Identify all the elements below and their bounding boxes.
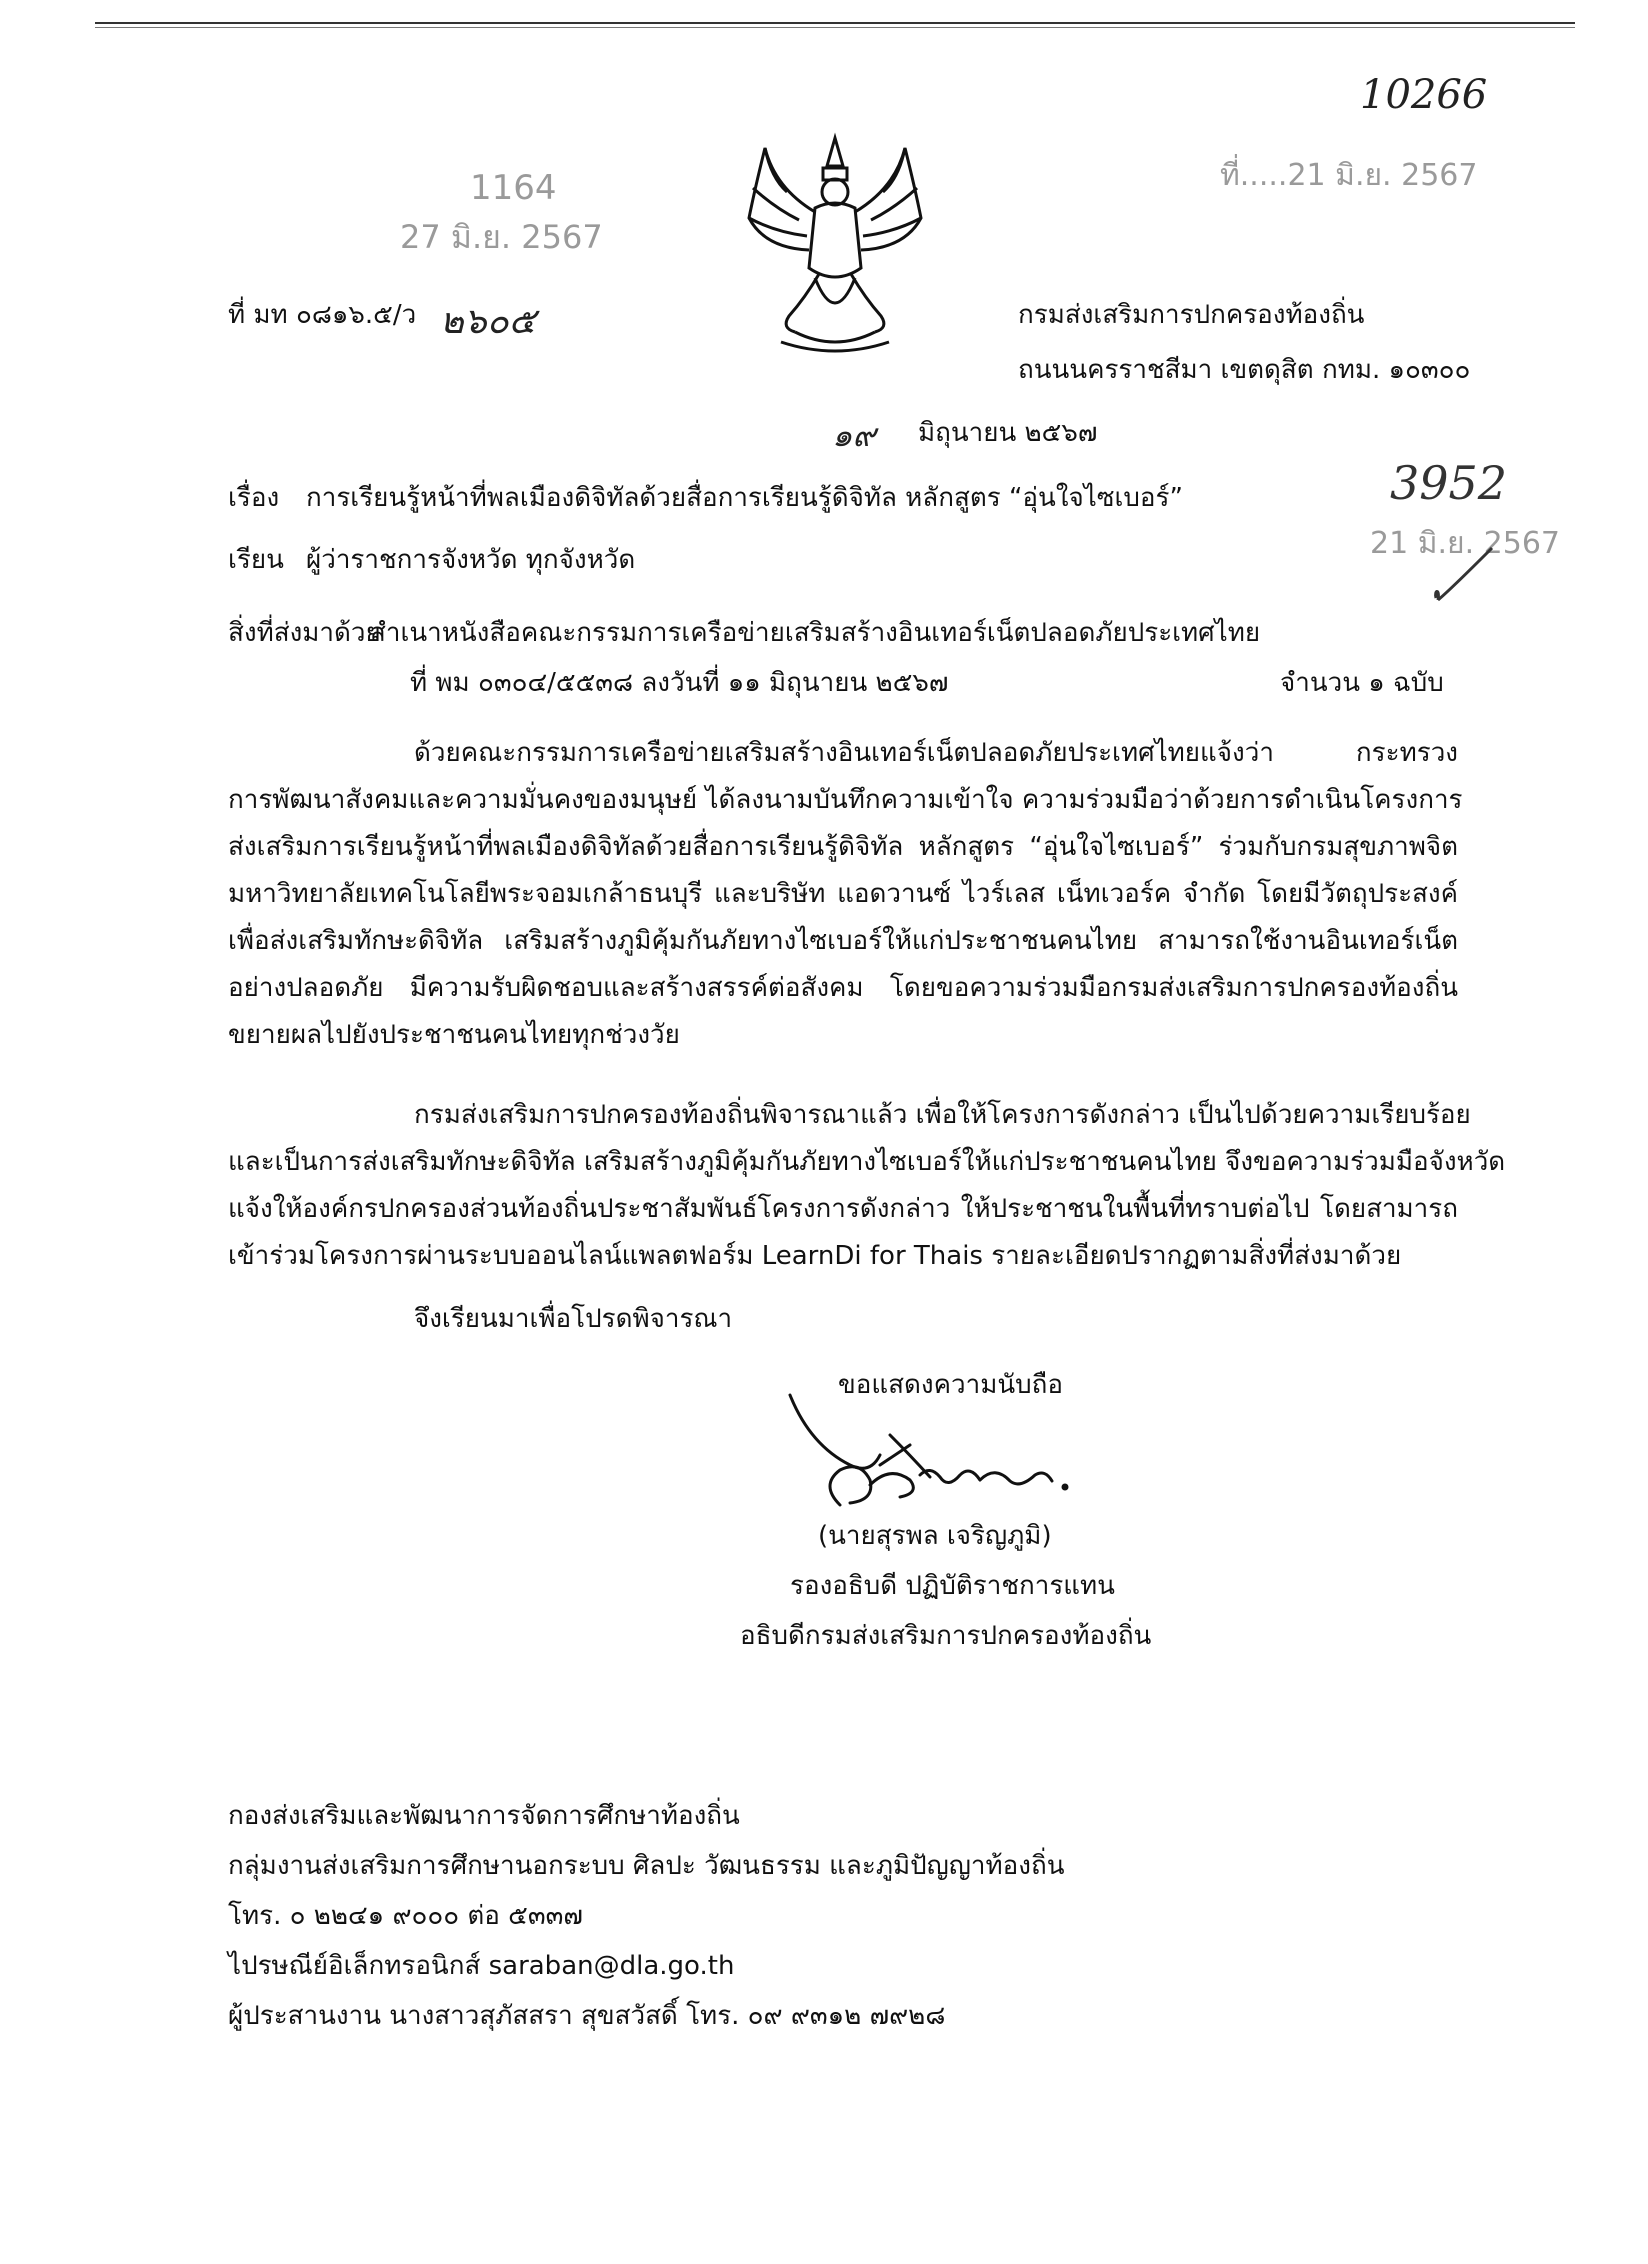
paragraph-line: และเป็นการส่งเสริมทักษะดิจิทัล เสริมสร้างภูมิคุ้มกันภัยทางไซเบอร์ให้แก่ประชาชนคนไทย จึงขอความร่วมมือจังหวัด [228, 1147, 1506, 1177]
body-paragraph-1 [228, 730, 1463, 1059]
closing-text: จึงเรียนมาเพื่อโปรดพิจารณา [414, 1304, 733, 1334]
top-border-line [95, 22, 1575, 24]
handwritten-signature-icon [780, 1385, 1100, 1515]
garuda-emblem-icon [735, 128, 935, 360]
doc-number-handwritten: ๒๖๐๕ [440, 301, 536, 342]
paragraph-line: ด้วยคณะกรรมการเครือข่ายเสริมสร้างอินเทอร์เน็ตปลอดภัยประเทศไทยแจ้งว่า กระทรวง [414, 738, 1458, 768]
paragraph-line: กรมส่งเสริมการปกครองท้องถิ่นพิจารณาแล้ว เพื่อให้โครงการดังกล่าว เป็นไปด้วยความเรียบร้อย [414, 1100, 1471, 1130]
stamp-right-top-number: 10266 [1360, 72, 1488, 118]
paragraph-line: อย่างปลอดภัย มีความรับผิดชอบและสร้างสรรค์ต่อสังคม โดยขอความร่วมมือกรมส่งเสริมการปกครองท้องถิ่น [228, 973, 1458, 1003]
signer-position-2: อธิบดีกรมส่งเสริมการปกครองท้องถิ่น [740, 1621, 1152, 1651]
checkmark-icon [1430, 540, 1500, 610]
subject-text: การเรียนรู้หน้าที่พลเมืองดิจิทัลด้วยสื่อการเรียนรู้ดิจิทัล หลักสูตร “อุ่นใจไซเบอร์” [306, 483, 1183, 513]
salutation: ขอแสดงความนับถือ [838, 1370, 1063, 1400]
paragraph-line: การพัฒนาสังคมและความมั่นคงของมนุษย์ ได้ลงนามบันทึกความเข้าใจ ความร่วมมือว่าด้วยการดำเนินโครงการ [228, 785, 1463, 815]
body-paragraph-2 [228, 1092, 1506, 1280]
footer-division: กองส่งเสริมและพัฒนาการจัดการศึกษาท้องถิ่น [228, 1801, 740, 1831]
attachment-count: จำนวน ๑ ฉบับ [1280, 668, 1444, 698]
paragraph-line: ส่งเสริมการเรียนรู้หน้าที่พลเมืองดิจิทัลด้วยสื่อการเรียนรู้ดิจิทัล หลักสูตร “อุ่นใจไซเบอร์” ร่วมกับกรมสุขภาพจิต [228, 832, 1458, 862]
date-day-handwritten: ๑๙ [832, 416, 876, 454]
paragraph-line: เข้าร่วมโครงการผ่านระบบออนไลน์แพลตฟอร์ม LearnDi for Thais รายละเอียดปรากฏตามสิ่งที่ส่งมาด้วย [228, 1241, 1402, 1271]
paragraph-line: เพื่อส่งเสริมทักษะดิจิทัล เสริมสร้างภูมิคุ้มกันภัยทางไซเบอร์ให้แก่ประชาชนคนไทย สามารถใช้งานอินเทอร์เน็ต [228, 926, 1458, 956]
stamp-right-top-date: ที่.....21 มิ.ย. 2567 [1220, 158, 1478, 193]
doc-number: ที่ มท ๐๘๑๖.๕/ว [228, 300, 417, 330]
footer-email: ไปรษณีย์อิเล็กทรอนิกส์ saraban@dla.go.th [228, 1951, 735, 1981]
subject-label: เรื่อง [228, 483, 280, 513]
stamp-left-number: 1164 [470, 168, 557, 208]
footer-coordinator: ผู้ประสานงาน นางสาวสุภัสสรา สุขสวัสดิ์ โทร. ๐๙ ๙๓๑๒ ๗๙๒๘ [228, 2001, 946, 2031]
attachment-line2: ที่ พม ๐๓๐๔/๕๕๓๘ ลงวันที่ ๑๑ มิถุนายน ๒๕๖๗ [410, 668, 949, 698]
attachment-line1: สำเนาหนังสือคณะกรรมการเครือข่ายเสริมสร้างอินเทอร์เน็ตปลอดภัยประเทศไทย [370, 618, 1261, 648]
org-address: ถนนนครราชสีมา เขตดุสิต กทม. ๑๐๓๐๐ [1018, 355, 1471, 385]
paragraph-line: ขยายผลไปยังประชาชนคนไทยทุกช่วงวัย [228, 1020, 680, 1050]
paragraph-line: แจ้งให้องค์กรปกครองส่วนท้องถิ่นประชาสัมพันธ์โครงการดังกล่าว ให้ประชาชนในพื้นที่ทราบต่อไป โดยสามารถ [228, 1194, 1458, 1224]
recipient-text: ผู้ว่าราชการจังหวัด ทุกจังหวัด [306, 545, 636, 575]
recipient-label: เรียน [228, 545, 284, 575]
paragraph-line: มหาวิทยาลัยเทคโนโลยีพระจอมเกล้าธนบุรี และบริษัท แอดวานซ์ ไวร์เลส เน็ทเวอร์ค จำกัด โดยมีวัตถุประสงค์ [228, 879, 1458, 909]
footer-phone: โทร. ๐ ๒๒๔๑ ๙๐๐๐ ต่อ ๕๓๓๗ [228, 1901, 583, 1931]
date-month-year: มิถุนายน ๒๕๖๗ [918, 418, 1098, 448]
org-name: กรมส่งเสริมการปกครองท้องถิ่น [1018, 300, 1365, 330]
stamp-left-date: 27 มิ.ย. 2567 [400, 218, 603, 256]
signer-position-1: รองอธิบดี ปฏิบัติราชการแทน [790, 1571, 1115, 1601]
top-border-line-thin [95, 27, 1575, 28]
signer-name: (นายสุรพล เจริญภูมิ) [818, 1521, 1052, 1551]
footer-group: กลุ่มงานส่งเสริมการศึกษานอกระบบ ศิลปะ วัฒนธรรม และภูมิปัญญาท้องถิ่น [228, 1851, 1065, 1881]
attachment-label: สิ่งที่ส่งมาด้วย [228, 618, 381, 648]
stamp-right-mid-number: 3952 [1390, 456, 1508, 510]
stamp-right-mid-date: 21 มิ.ย. 2567 [1370, 526, 1561, 561]
